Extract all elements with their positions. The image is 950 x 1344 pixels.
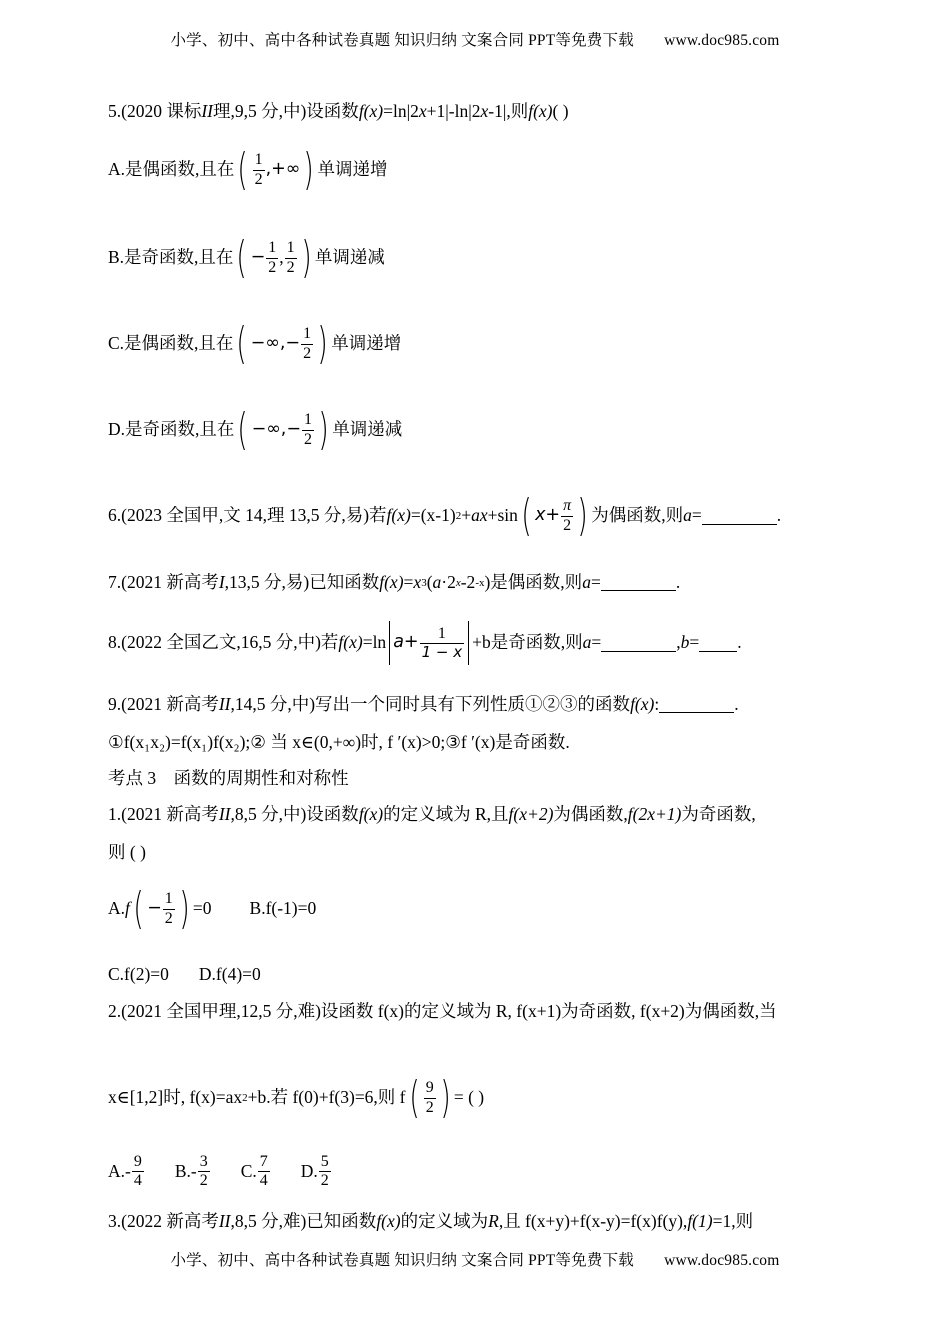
question-6: 6.(2023 全国甲,文 14,理 13,5 分,易)若 f(x) =(x-1) 2 + ax +sin ( x+ $\frac{\pi}{2}$ ) 为偶函数,则 a = .	[108, 490, 782, 541]
abs-bar-right	[468, 621, 469, 665]
option-frac	[132, 1153, 144, 1191]
option-frac	[258, 1153, 270, 1191]
frac-den: 2	[320, 1172, 329, 1190]
minus-sign: −	[250, 247, 266, 268]
q5-eq2: +1|-ln|2	[426, 101, 481, 121]
q7-answer-blank[interactable]	[601, 574, 676, 591]
s1-opta-frac	[163, 890, 175, 928]
frac-num: 9	[425, 1079, 434, 1097]
frac-den: 1 − x	[421, 643, 463, 662]
s3-mid: ,8,5 分,难)已知函数	[230, 1211, 377, 1231]
left-paren: (	[237, 144, 249, 195]
frac-den: 2	[199, 1172, 208, 1190]
s1-opta-f: f	[125, 898, 130, 919]
q5-optd-frac	[302, 411, 314, 449]
q7-dot: ·2	[441, 572, 456, 592]
q8-a-blank[interactable]	[601, 635, 676, 652]
q6-pre: 6.(2023 全国甲,文 14,理 13,5 分,易)若	[108, 505, 387, 526]
page-footer	[0, 1248, 950, 1270]
question-8	[108, 621, 742, 665]
s1-opta-post: =0	[192, 898, 212, 919]
q9-colon: :	[654, 694, 660, 714]
q5-roman: II	[201, 101, 213, 121]
s2-frac	[424, 1079, 436, 1117]
q9-end: .	[734, 694, 739, 714]
question-9-line-1	[108, 696, 739, 714]
frac-den: 4	[259, 1172, 268, 1190]
section-q2-line-1	[108, 1003, 777, 1021]
s1-fx: f(x)	[358, 804, 384, 824]
s1-options-cd	[108, 966, 261, 984]
q5-eq: =ln|2	[383, 101, 419, 121]
q6-end: .	[776, 505, 782, 526]
q9-properties: ①f(x₁x₂)=f(x₁)f(x₂);② 当 x∈(0,+∞)时, f ′(x)>0;③f ′(x)是奇函数.	[108, 732, 570, 752]
s2-option-d[interactable]	[301, 1153, 332, 1191]
s1-text2: 为偶函数,	[553, 804, 628, 824]
q8-a: a	[393, 632, 404, 653]
q5-option-d[interactable]	[108, 404, 403, 455]
footer-text: 小学、初中、高中各种试卷真题 知识归纳 文案合同 PPT等免费下载	[170, 1252, 634, 1269]
footer-url[interactable]: www.doc985.com	[664, 1252, 780, 1269]
question-5-stem	[108, 103, 569, 121]
q7-a2: a	[582, 572, 591, 592]
q9-fx: f(x)	[630, 694, 655, 714]
q6-sin: +sin	[487, 505, 518, 526]
frac-den: 2	[304, 430, 313, 448]
left-paren: (	[408, 1072, 420, 1123]
s2-option-b[interactable]	[175, 1153, 211, 1191]
s3-f1: f(1)	[687, 1211, 713, 1231]
q5-optc-pre: C.是偶函数,且在	[108, 333, 234, 354]
s1-option-c[interactable]: C.f(2)=0	[108, 964, 169, 984]
s2-l2-pre: x∈[1,2]时, f(x)=ax	[108, 1087, 243, 1108]
q6-frac	[561, 497, 573, 535]
q7-mid: ,13,5 分,易)已知函数	[224, 572, 380, 592]
frac-den: 2	[268, 258, 277, 276]
s1-options-ab	[108, 883, 317, 934]
s1-f2: f(x+2)	[508, 804, 554, 824]
s3-pre: 3.(2022 新高考	[108, 1211, 219, 1231]
q6-a: a	[683, 505, 692, 526]
q8-pre: 8.(2022 全国乙文,16,5 分,中)若	[108, 632, 339, 653]
q6-eqs: =	[691, 505, 702, 526]
frac-num: 7	[259, 1153, 268, 1170]
q5-optd-post: 单调递减	[332, 419, 403, 440]
s1-pre: 1.(2021 新高考	[108, 804, 219, 824]
q8-a2: a	[582, 632, 592, 653]
q6-eq: =(x-1)	[410, 505, 456, 526]
section-title: 考点 3 函数的周期性和对称性	[108, 768, 349, 788]
q6-xplus: x+	[535, 505, 561, 526]
q5-optb-post: 单调递减	[314, 247, 385, 268]
q9-answer-blank[interactable]	[659, 696, 734, 713]
q9-pre: 9.(2021 新高考	[108, 694, 219, 714]
q7-eq: =	[403, 572, 414, 592]
s1-opta-label: A.	[108, 898, 126, 919]
frac-num: 9	[133, 1153, 142, 1170]
q8-eq: =ln	[362, 632, 387, 653]
frac-num: 1	[286, 239, 295, 257]
s1-text1: 的定义域为 R,且	[383, 804, 509, 824]
s1-mid: ,8,5 分,中)设函数	[230, 804, 359, 824]
s1-option-b[interactable]: B.f(-1)=0	[249, 898, 317, 919]
frac-den: 4	[133, 1172, 142, 1190]
q7-minus: -2	[460, 572, 476, 592]
q6-answer-blank[interactable]	[702, 508, 777, 525]
left-paren: (	[521, 490, 532, 541]
question-9-line-2	[108, 734, 570, 752]
q8-end: .	[737, 632, 742, 653]
right-paren: )	[440, 1072, 451, 1123]
q7-x: x	[413, 572, 422, 592]
q8-plus: +	[403, 632, 419, 653]
q5-x2: x	[480, 101, 489, 121]
right-paren: )	[317, 318, 328, 369]
s1-option-d[interactable]: D.f(4)=0	[198, 964, 261, 984]
frac-den: 2	[563, 516, 572, 534]
question-7: 7.(2021 新高考 I ,13,5 分,易)已知函数 f(x) = x 3 ( a ·2 x -2 -x )是偶函数,则 a = .	[108, 572, 681, 592]
q8-b: +b	[472, 632, 491, 653]
s2-l2-mid: +b.若 f(0)+f(3)=6,则 f	[247, 1087, 406, 1108]
frac-den: 2	[425, 1098, 434, 1116]
q5-fx: f(x)	[358, 101, 384, 121]
q5-answer-paren: ( )	[552, 101, 569, 121]
q7-roman: I	[218, 572, 225, 592]
frac-num: π	[563, 497, 572, 515]
left-paren: (	[236, 232, 248, 283]
s3-text1: 的定义域为	[400, 1211, 489, 1231]
q6-ax: ax	[471, 505, 488, 526]
frac-num: 1	[304, 411, 313, 429]
s1-option-a[interactable]	[108, 883, 212, 934]
right-paren: )	[179, 883, 190, 934]
q8-frac	[420, 625, 465, 662]
section-q3-line-1	[108, 1213, 753, 1231]
section-q2-line-2: x∈[1,2]时, f(x)=ax 2 +b.若 f(0)+f(3)=6,则 f ( $\frac{9}{2}$ ) = ( )	[108, 1072, 485, 1123]
q8-post: 是奇函数,则	[490, 632, 583, 653]
q7-end: .	[675, 572, 681, 592]
header-url[interactable]: www.doc985.com	[664, 32, 780, 49]
q8-fx: f(x)	[338, 632, 363, 653]
s2-answer-paren: = ( )	[453, 1087, 485, 1108]
page-header	[0, 28, 950, 50]
s2-line-1: 2.(2021 全国甲理,12,5 分,难)设函数 f(x)的定义域为 R, f(x+1)为奇函数, f(x+2)为偶函数,当	[108, 1001, 777, 1021]
option-label: A.-	[108, 1161, 131, 1182]
q7-pre: 7.(2021 新高考	[108, 572, 219, 592]
q5-optc-frac	[301, 325, 313, 363]
frac-den: 2	[286, 258, 295, 276]
q5-opta-post: 单调递增	[317, 159, 388, 180]
q9-roman: II	[218, 694, 231, 714]
option-frac	[319, 1153, 331, 1191]
frac-den: 2	[164, 909, 173, 927]
right-paren: )	[301, 232, 312, 283]
q5-opta-frac	[253, 151, 265, 189]
q7-a: a	[432, 572, 442, 592]
q5-fx2: f(x)	[528, 101, 553, 121]
q7-post: )是偶函数,则	[484, 572, 583, 592]
q5-optc-post: 单调递增	[331, 333, 402, 354]
option-label: B.-	[174, 1161, 197, 1182]
q6-post: 为偶函数,则	[591, 505, 684, 526]
option-label: D.	[300, 1161, 318, 1182]
s1-f3: f(2x+1)	[627, 804, 682, 824]
q8-b2: b	[680, 632, 690, 653]
frac-den: 2	[303, 344, 312, 362]
frac-num: 3	[199, 1153, 208, 1170]
s2-options	[108, 1153, 332, 1191]
q7-fx: f(x)	[379, 572, 404, 592]
q5-opta-pre: A.是偶函数,且在	[108, 159, 235, 180]
frac-num: 1	[303, 325, 312, 343]
q5-stem-a: 5.(2020 课标	[108, 101, 202, 121]
s1-text3: 为奇函数,	[681, 804, 756, 824]
s3-R: R	[488, 1211, 499, 1231]
frac-den: 2	[254, 170, 263, 188]
frac-num: 5	[320, 1153, 329, 1170]
s3-text2: ,且 f(x+y)+f(x-y)=f(x)f(y),	[498, 1211, 688, 1231]
q5-optd-pre: D.是奇函数,且在	[108, 419, 235, 440]
option-frac	[198, 1153, 210, 1191]
left-paren: (	[237, 404, 249, 455]
s1-roman: II	[218, 804, 231, 824]
right-paren: )	[318, 404, 329, 455]
q9-mid: ,14,5 分,中)写出一个同时具有下列性质①②③的函数	[230, 694, 631, 714]
q5-option-a[interactable]	[108, 144, 388, 195]
left-paren: (	[133, 883, 144, 934]
section-heading	[108, 770, 349, 788]
s3-roman: II	[218, 1211, 231, 1231]
q7-paren: (	[426, 572, 433, 592]
q8-eqs2: =	[689, 632, 700, 653]
abs-bar-left	[389, 621, 390, 665]
q5-opta-rest: ,+∞	[265, 159, 301, 180]
q5-optc-left: −∞,−	[250, 333, 301, 354]
q5-optb-frac2	[285, 239, 297, 277]
q8-b-blank[interactable]	[699, 635, 737, 652]
s3-text3: =1,则	[712, 1211, 754, 1231]
q5-optb-pre: B.是奇函数,且在	[108, 247, 234, 268]
s2-option-c[interactable]	[241, 1153, 271, 1191]
frac-num: 1	[254, 151, 263, 169]
q6-plus: +	[461, 505, 472, 526]
option-label: C.	[240, 1161, 257, 1182]
q5-optb-frac1	[266, 239, 278, 277]
q5-optd-left: −∞,−	[251, 419, 302, 440]
section-q1-line-1	[108, 806, 756, 824]
s2-option-a[interactable]	[108, 1153, 145, 1191]
right-paren: )	[303, 144, 315, 195]
minus-sign: −	[147, 898, 162, 919]
s3-fx: f(x)	[376, 1211, 401, 1231]
q6-fx: f(x)	[386, 505, 411, 526]
frac-num: 1	[164, 890, 173, 908]
header-text: 小学、初中、高中各种试卷真题 知识归纳 文案合同 PPT等免费下载	[170, 32, 634, 49]
q5-option-b[interactable]: B.是奇函数,且在 ( − $\frac{1}{2}$ , $\frac{1}{2}$ ) 单调递减	[108, 232, 385, 283]
frac-num: 1	[268, 239, 277, 257]
q5-option-c[interactable]	[108, 318, 402, 369]
q5-stem-b: 理,9,5 分,中)设函数	[212, 101, 359, 121]
q7-eqs: =	[590, 572, 601, 592]
frac-num: 1	[437, 624, 446, 642]
q5-x1: x	[418, 101, 427, 121]
left-paren: (	[236, 318, 248, 369]
q8-eqs: =	[591, 632, 602, 653]
section-q1-line-2	[108, 844, 146, 862]
s1-answer-paren: 则 ( )	[108, 842, 146, 862]
right-paren: )	[577, 490, 588, 541]
q8-comma: ,	[676, 632, 681, 653]
q5-eq3: -1|,则	[488, 101, 529, 121]
